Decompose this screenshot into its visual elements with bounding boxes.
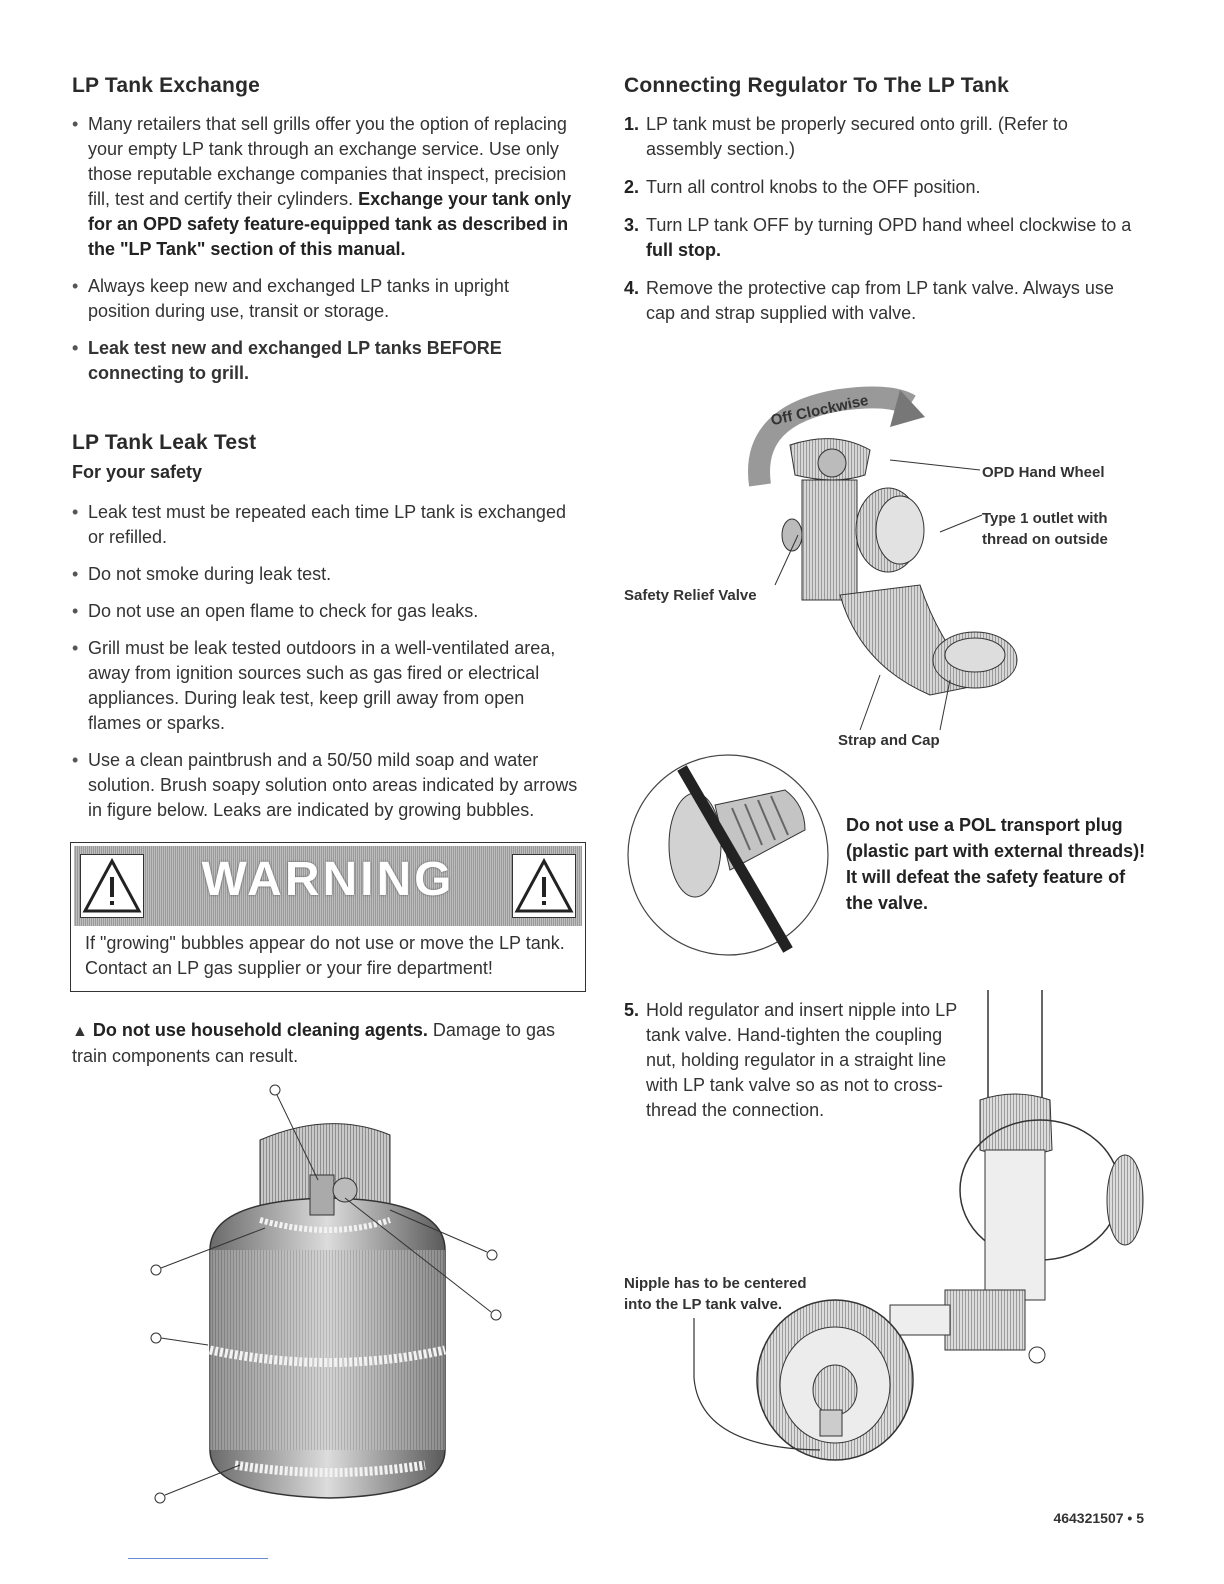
hand-wheel-label: OPD Hand Wheel [982, 464, 1105, 481]
strap-cap-label: Strap and Cap [838, 732, 940, 749]
nipple-label: Nipple has to be centered into the LP tank valve. [624, 1275, 807, 1313]
list-item: 4. Remove the protective cap from LP tank valve. Always use cap and strap supplied with valve. [624, 278, 1114, 323]
lp-tank-illustration [140, 1080, 520, 1520]
pol-plug-illustration [620, 750, 840, 960]
nipple-callout-line [690, 1318, 830, 1468]
list-item: • Always keep new and exchanged LP tanks in upright position during use, transit or storage. [72, 274, 572, 324]
outlet-label: Type 1 outlet with thread on outside [982, 510, 1108, 548]
list-item: • Use a clean paintbrush and a 50/50 mild soap and water solution. Brush soapy solution onto areas indicated by arrows in figure below. Leaks are indicated by growing bubbles. [72, 748, 582, 823]
list-item: 3. Turn LP tank OFF by turning OPD hand wheel clockwise to a full stop. [624, 215, 1132, 260]
leak-test-title: LP Tank Leak Test [72, 431, 257, 454]
caution-bold: Do not use household cleaning agents. [92, 1020, 428, 1040]
caution-note [72, 1018, 572, 1069]
warning-box [70, 842, 586, 992]
caution-icon: ▲ [72, 1023, 88, 1040]
list-item: • Grill must be leak tested outdoors in a well-ventilated area, away from ignition sources such as gas fired or electrical appliances. During leak test, keep grill away from open flames or sparks. [72, 636, 582, 736]
list-item: • Leak test must be repeated each time LP tank is exchanged or refilled. [72, 500, 582, 550]
warning-banner [74, 846, 582, 926]
warning-word: WARNING [201, 853, 455, 906]
exchange-bullet1-bold: Exchange your tank only for an OPD safety feature-equipped tank as described in the "LP Tank" section of this manual. [88, 189, 572, 259]
list-item: • Leak test new and exchanged LP tanks BEFORE connecting to grill. [72, 336, 572, 386]
exchange-list [72, 112, 572, 398]
off-clockwise-label: Off Clockwise [769, 391, 870, 430]
list-item: 2. Turn all control knobs to the OFF position. [624, 177, 981, 197]
steps-list [624, 112, 1144, 339]
exchange-bullet1-plain: Many retailers that sell grills offer you the option of replacing your empty LP tank through an exchange service. Use only those reputable exchange companies that inspect, precision fill, test and certify their cylinders. [88, 114, 567, 209]
exchange-title: LP Tank Exchange [72, 74, 260, 97]
list-item: • Do not use an open flame to check for gas leaks. [72, 599, 582, 624]
valve-callout-lines [760, 450, 990, 750]
pol-warning: Do not use a POL transport plug (plastic part with external threads)! It will defeat the safety feature of the valve. [846, 815, 1146, 913]
list-item: 1. LP tank must be properly secured onto grill. (Refer to assembly section.) [624, 114, 1068, 159]
connecting-title: Connecting Regulator To The LP Tank [624, 74, 1010, 97]
leak-test-list [72, 500, 582, 835]
warning-text: If "growing" bubbles appear do not use or move the LP tank. Contact an LP gas supplier or your fire department! [85, 933, 565, 978]
leak-test-subtitle: For your safety [72, 462, 203, 482]
warning-triangle-icon [512, 854, 576, 918]
caution-plain: Damage to gas train components can result. [72, 1020, 555, 1066]
list-item: • Do not smoke during leak test. [72, 562, 582, 587]
list-item [72, 112, 572, 262]
footer-rule [128, 1558, 268, 1559]
relief-valve-label: Safety Relief Valve [624, 587, 757, 604]
page-number: 464321507 • 5 [1053, 1510, 1144, 1526]
list-item: 5. Hold regulator and insert nipple into LP tank valve. Hand-tighten the coupling nut, holding regulator in a straight line with LP tank valve so as not to cross-thread the connection. [624, 1000, 957, 1120]
